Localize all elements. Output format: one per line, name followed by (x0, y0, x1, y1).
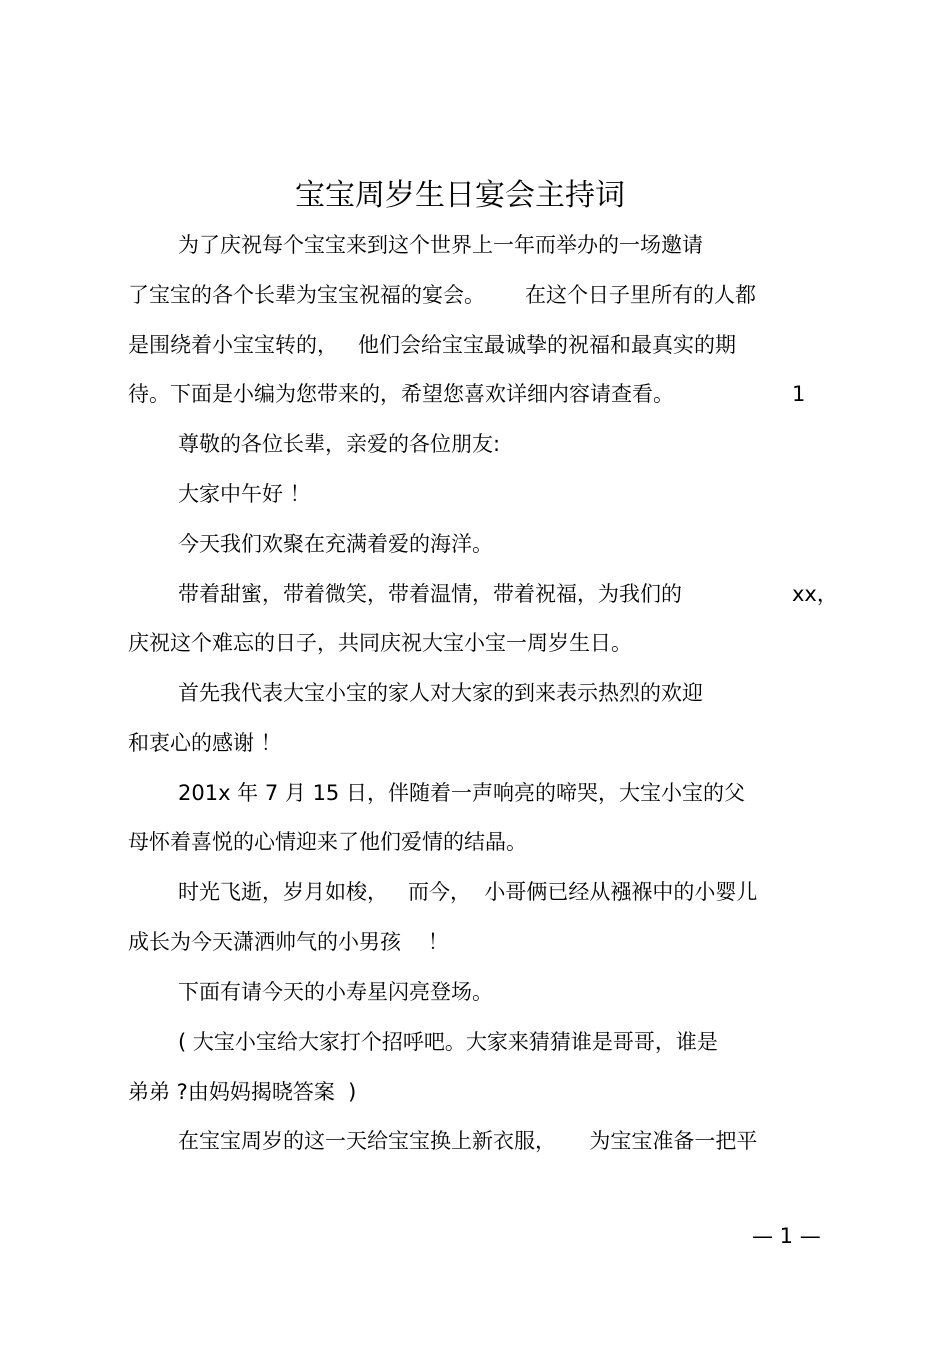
paragraph-line: 尊敬的各位长辈，亲爱的各位朋友: (178, 432, 501, 456)
paragraph-line: 1 (792, 382, 806, 406)
paragraph-line: 母怀着喜悦的心情迎来了他们爱情的结晶。 (128, 830, 527, 854)
paragraph-line: xx， (792, 582, 838, 606)
paragraph-line: 庆祝这个难忘的日子，共同庆祝大宝小宝一周岁生日。 (128, 631, 632, 655)
paragraph-line: 首先我代表大宝小宝的家人对大家的到来表示热烈的欢迎 (178, 681, 703, 705)
paragraph-line: 时光飞逝，岁月如梭， 而今， 小哥俩已经从襁褓中的小婴儿 (178, 880, 758, 904)
paragraph-line: 在宝宝周岁的这一天给宝宝换上新衣服， 为宝宝准备一把平 (178, 1129, 758, 1153)
paragraph-line: 大家中午好 ！ (178, 482, 311, 506)
paragraph-line: 为了庆祝每个宝宝来到这个世界上一年而举办的一场邀请 (178, 233, 703, 257)
paragraph-line: 弟弟 ?由妈妈揭晓答案 ) (128, 1080, 357, 1104)
page-number: — 1 — (752, 1224, 821, 1248)
paragraph-line: 201x 年 7 月 15 日，伴随着一声响亮的啼哭，大宝小宝的父 (178, 781, 745, 805)
paragraph-line: 成长为今天潇洒帅气的小男孩 ！ (128, 930, 449, 954)
paragraph-line: 待。下面是小编为您带来的，希望您喜欢详细内容请查看。 (128, 382, 674, 406)
paragraph-line: 是围绕着小宝宝转的， 他们会给宝宝最诚挚的祝福和最真实的期 (128, 333, 737, 357)
paragraph-line: 下面有请今天的小寿星闪亮登场。 (178, 980, 493, 1004)
paragraph-line: 和衷心的感谢 ！ (128, 731, 282, 755)
paragraph-line: 今天我们欢聚在充满着爱的海洋。 (178, 532, 493, 556)
paragraph-line: ( 大宝小宝给大家打个招呼吧。大家来猜猜谁是哥哥，谁是 (178, 1030, 718, 1054)
paragraph-line: 了宝宝的各个长辈为宝宝祝福的宴会。 在这个日子里所有的人都 (128, 283, 757, 307)
paragraph-line: 带着甜蜜，带着微笑，带着温情，带着祝福，为我们的 (178, 582, 682, 606)
document-title: 宝宝周岁生日宴会主持词 (295, 178, 625, 213)
